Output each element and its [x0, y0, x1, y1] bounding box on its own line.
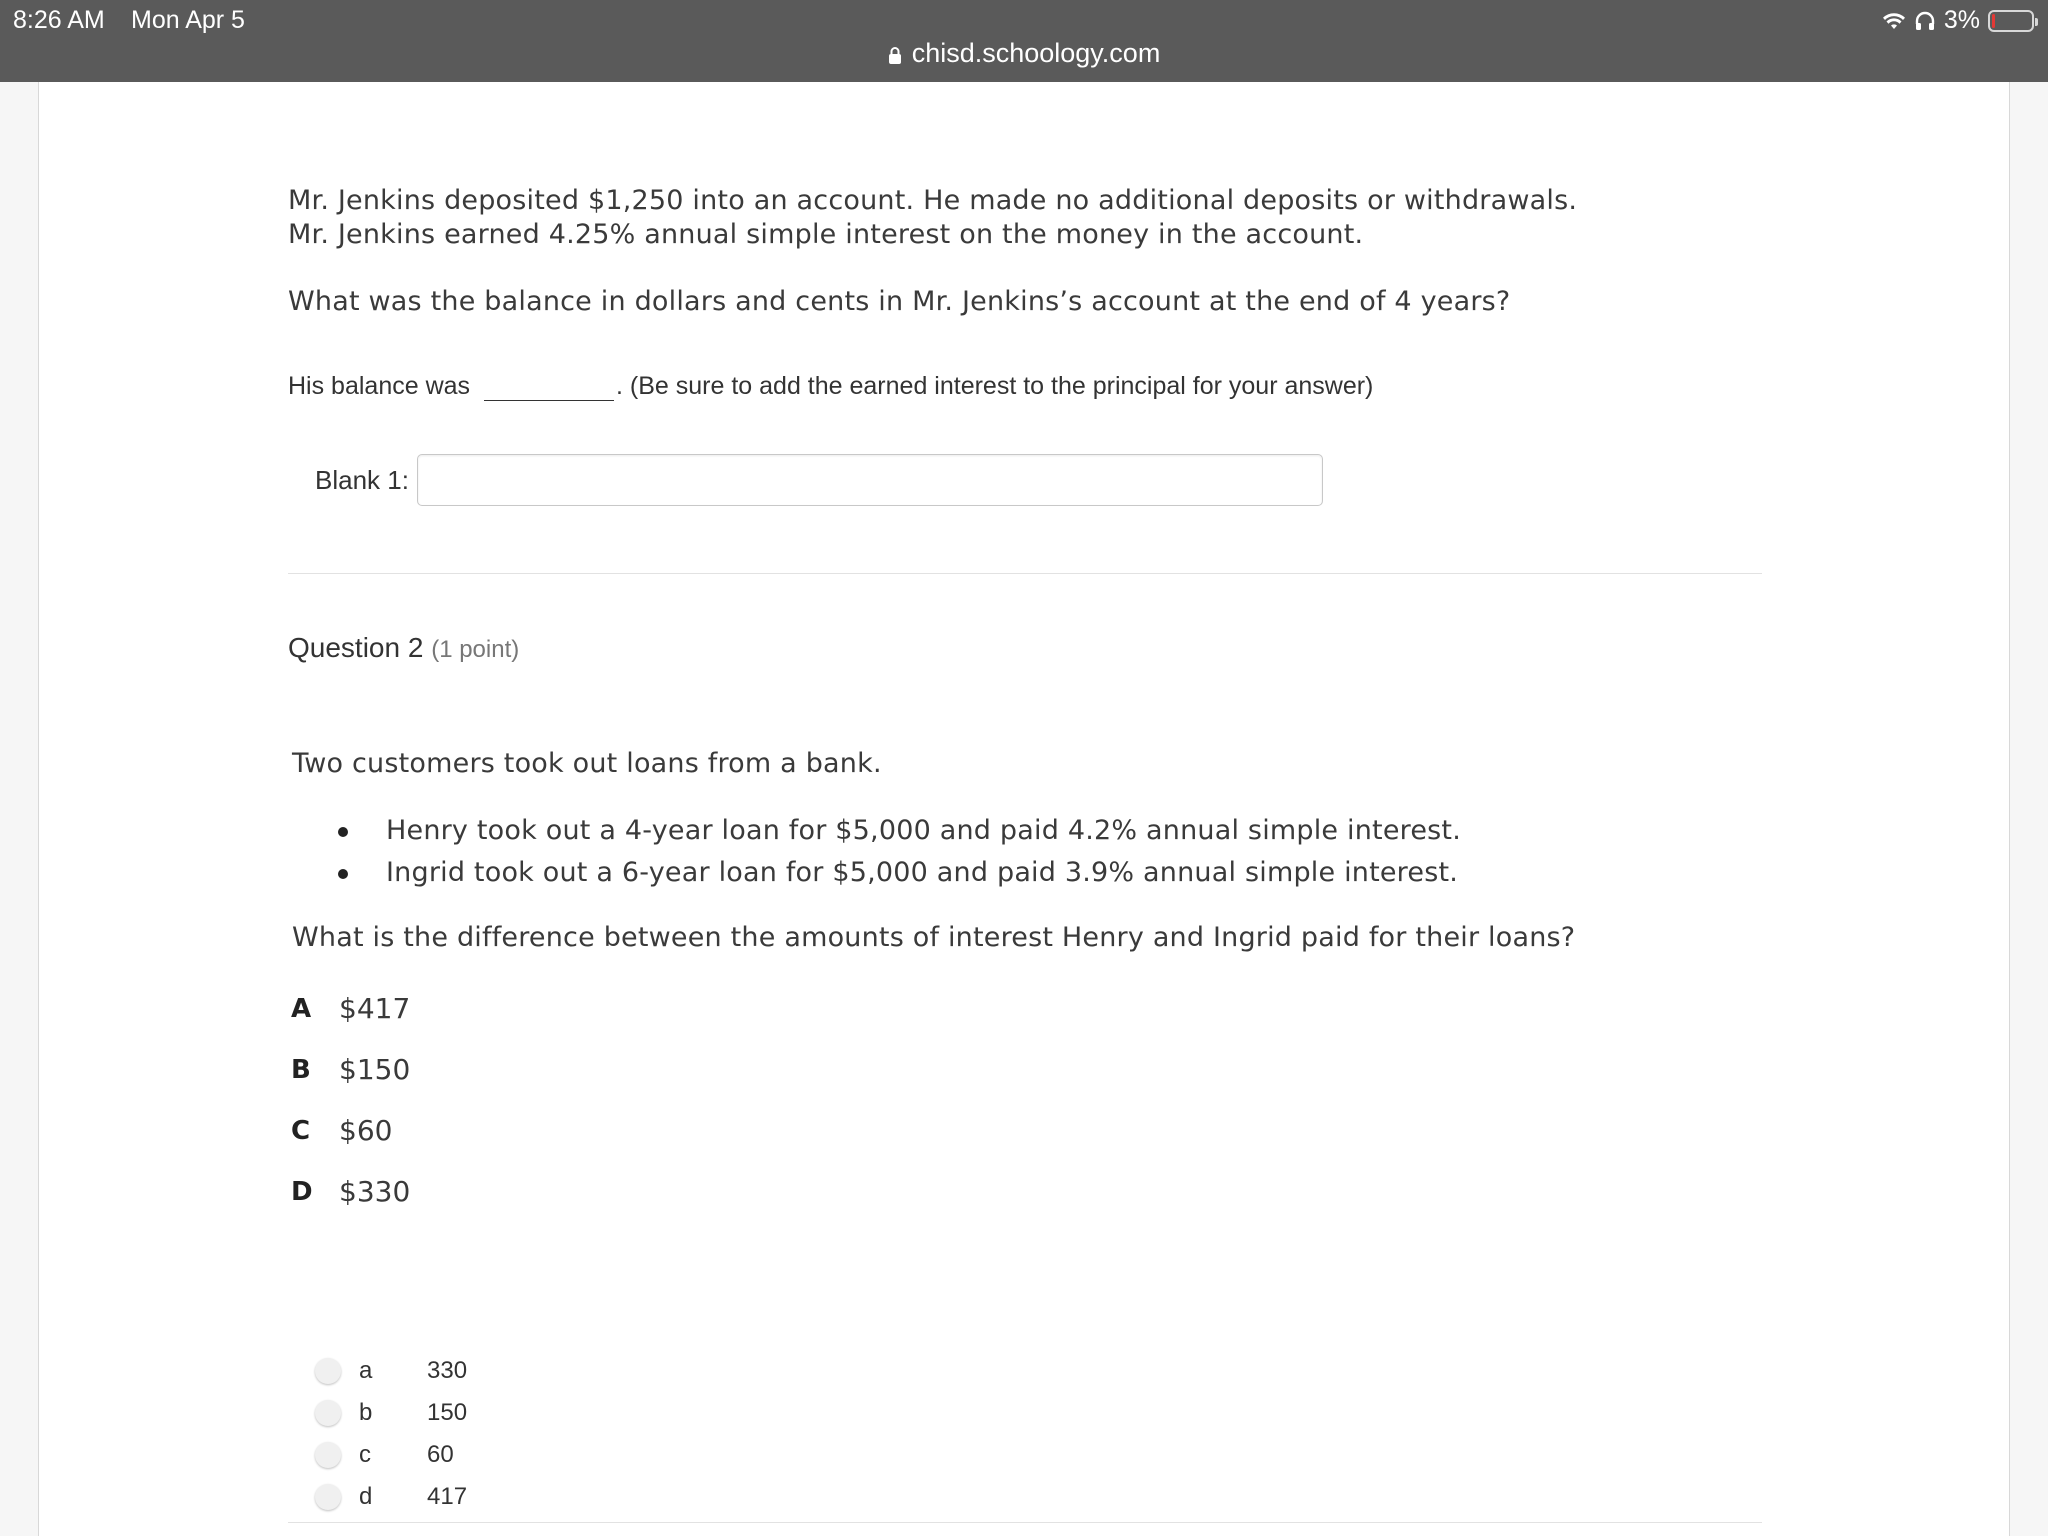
- radio-button[interactable]: [315, 1400, 341, 1426]
- question2-header: [288, 632, 519, 664]
- choice-value: $330: [339, 1175, 411, 1208]
- option-letter[interactable]: d: [359, 1483, 373, 1510]
- choice-value: $150: [339, 1053, 411, 1086]
- bullet-icon: [338, 869, 348, 879]
- url-text[interactable]: chisd.schoology.com: [911, 38, 1161, 68]
- answer-options: [315, 1350, 467, 1518]
- option-value[interactable]: 330: [427, 1357, 468, 1384]
- image-choice-d: [291, 1175, 410, 1208]
- question-divider: [288, 573, 1762, 574]
- radio-button[interactable]: [315, 1442, 341, 1468]
- bullet-icon: [338, 827, 348, 837]
- answer-option-a[interactable]: [315, 1350, 467, 1392]
- question2-intro: Two customers took out loans from a bank.: [292, 748, 882, 779]
- balance-sentence: [288, 372, 1373, 401]
- balance-prefix: His balance was: [288, 372, 471, 400]
- choice-letter: D: [291, 1176, 313, 1207]
- choice-value: $417: [339, 992, 411, 1025]
- question2-bullets: [338, 814, 1461, 898]
- radio-button[interactable]: [315, 1484, 341, 1510]
- battery-icon: [1988, 10, 2034, 32]
- image-choice-a: [291, 992, 410, 1025]
- blank-1-row: [315, 454, 1323, 506]
- question-divider: [288, 1522, 1762, 1523]
- image-choice-c: [291, 1114, 392, 1147]
- status-time: 8:26 AM: [13, 6, 105, 34]
- wifi-icon: [1882, 11, 1906, 31]
- question2-points: (1 point): [431, 636, 520, 663]
- radio-button[interactable]: [315, 1358, 341, 1384]
- question1-statement: [288, 184, 1577, 252]
- lock-icon: [888, 46, 902, 64]
- option-letter[interactable]: b: [359, 1399, 373, 1426]
- option-letter[interactable]: a: [359, 1357, 373, 1384]
- status-bar: [0, 0, 2048, 82]
- page-gutter-right: [2009, 82, 2048, 1536]
- address-bar[interactable]: [0, 38, 2048, 69]
- question2-title: Question 2: [288, 632, 424, 663]
- choice-letter: C: [291, 1115, 311, 1146]
- option-letter[interactable]: c: [359, 1441, 371, 1468]
- option-value[interactable]: 60: [427, 1441, 454, 1468]
- choice-letter: B: [291, 1054, 311, 1085]
- choice-value: $60: [339, 1114, 393, 1147]
- answer-option-d[interactable]: [315, 1476, 467, 1518]
- list-item: [338, 856, 1461, 898]
- image-choice-b: [291, 1053, 410, 1086]
- blank-1-input[interactable]: [417, 454, 1323, 506]
- bullet-text: Henry took out a 4-year loan for $5,000 and paid 4.2% annual simple interest.: [386, 815, 1461, 846]
- question2-prompt: What is the difference between the amounts of interest Henry and Ingrid paid for their loans?: [292, 922, 1576, 953]
- bullet-text: Ingrid took out a 6-year loan for $5,000 and paid 3.9% annual simple interest.: [386, 857, 1459, 888]
- status-date: Mon Apr 5: [131, 6, 245, 34]
- blank-1-label: Blank 1:: [315, 464, 409, 495]
- blank-underline: [484, 376, 614, 401]
- list-item: [338, 814, 1461, 856]
- option-value[interactable]: 150: [427, 1399, 468, 1426]
- choice-letter: A: [291, 993, 312, 1024]
- option-value[interactable]: 417: [427, 1483, 468, 1510]
- answer-option-c[interactable]: [315, 1434, 467, 1476]
- headphones-icon: [1914, 10, 1936, 32]
- question1-line1: Mr. Jenkins deposited $1,250 into an account. He made no additional deposits or withdrawals.: [288, 185, 1578, 216]
- answer-option-b[interactable]: [315, 1392, 467, 1434]
- page-gutter-left: [0, 82, 39, 1536]
- status-indicators: [1882, 6, 2034, 35]
- balance-suffix: . (Be sure to add the earned interest to the principal for your answer): [616, 372, 1374, 400]
- question1-line2: Mr. Jenkins earned 4.25% annual simple interest on the money in the account.: [288, 219, 1364, 250]
- battery-percent: 3%: [1943, 6, 1980, 34]
- question1-prompt: What was the balance in dollars and cents in Mr. Jenkins’s account at the end of 4 years?: [288, 286, 1511, 317]
